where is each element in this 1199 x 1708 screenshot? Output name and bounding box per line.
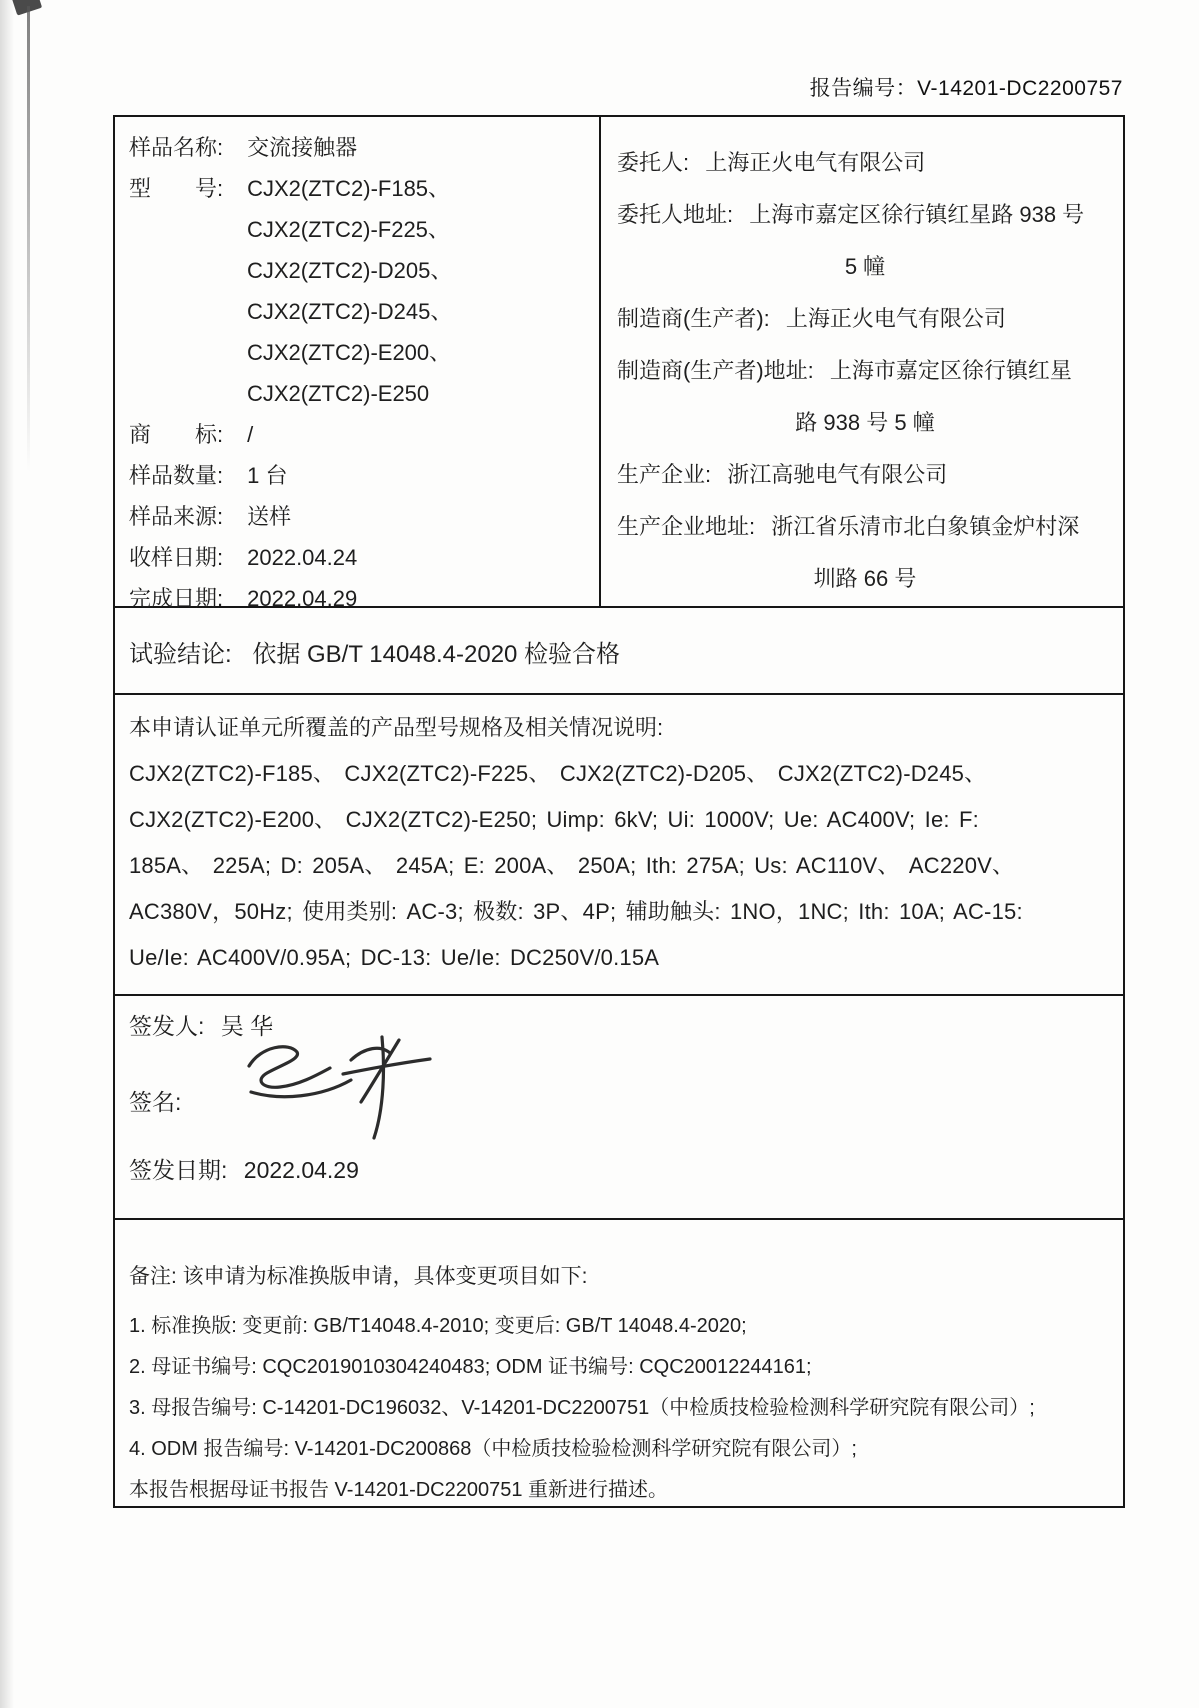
producer-address-value: 浙江省乐清市北白象镇金炉村深	[771, 514, 1080, 539]
producer-label: 生产企业:	[617, 462, 712, 487]
parties-cell	[599, 117, 1123, 606]
sample-name-row	[129, 127, 591, 168]
conclusion-section	[113, 606, 1125, 695]
coverage-intro: 本申请认证单元所覆盖的产品型号规格及相关情况说明:	[129, 715, 664, 740]
model-label: 型 号:	[129, 176, 224, 201]
quantity-label: 样品数量:	[129, 463, 224, 488]
manufacturer-row	[617, 293, 1113, 345]
report-number: 报告编号：V-14201-DC2200757	[809, 77, 1123, 100]
manufacturer-address-value: 上海市嘉定区徐行镇红星	[829, 358, 1072, 383]
issuer-label: 签发人:	[129, 1013, 205, 1039]
source-label: 样品来源:	[129, 504, 224, 529]
model-row: CJX2(ZTC2)-D245、	[247, 299, 453, 324]
sample-name-value: 交流接触器	[247, 135, 358, 160]
coverage-section	[113, 693, 1125, 996]
scan-edge-line	[27, 6, 30, 472]
client-row	[617, 137, 1113, 189]
producer-address-label: 生产企业地址:	[617, 514, 756, 539]
producer-row	[617, 449, 1113, 501]
client-label: 委托人:	[617, 150, 690, 175]
model-row: CJX2(ZTC2)-F225、	[247, 217, 450, 242]
remark-item: 2. 母证书编号: CQC2019010304240483; ODM 证书编号: CQC20012244161;	[129, 1356, 812, 1378]
manufacturer-value: 上海正火电气有限公司	[785, 306, 1006, 331]
sign-label-row	[129, 1084, 181, 1117]
source-value: 送样	[247, 504, 292, 529]
source-row	[129, 496, 591, 537]
sign-label: 签名:	[129, 1089, 182, 1115]
sample-name-label: 样品名称:	[129, 135, 224, 160]
conclusion-value: 依据 GB/T 14048.4-2020 检验合格	[252, 641, 621, 668]
conclusion-label: 试验结论:	[129, 641, 232, 668]
remarks-footer: 本报告根据母证书报告 V-14201-DC2200751 重新进行描述。	[129, 1479, 669, 1501]
trademark-label: 商 标:	[129, 422, 224, 447]
producer-address-line2: 圳路 66 号	[813, 566, 917, 591]
completed-date-label: 完成日期:	[129, 586, 224, 611]
issuer-name: 吴 华	[220, 1013, 274, 1039]
model-row	[129, 168, 591, 209]
producer-value: 浙江高驰电气有限公司	[727, 462, 948, 487]
issue-date-label: 签发日期:	[129, 1157, 228, 1183]
model-row: CJX2(ZTC2)-E250	[247, 381, 430, 406]
model-row: CJX2(ZTC2)-E200、	[247, 340, 452, 365]
producer-address-row	[617, 501, 1113, 553]
remark-item: 4. ODM 报告编号: V-14201-DC200868（中检质技检验检测科学研究院有限公司）;	[129, 1438, 857, 1460]
trademark-value: /	[247, 422, 254, 447]
signature-section	[113, 994, 1125, 1220]
handwritten-signature-image	[233, 1030, 443, 1142]
remark-item: 1. 标准换版: 变更前: GB/T14048.4-2010; 变更后: GB/T 14048.4-2020;	[129, 1315, 747, 1337]
manufacturer-address-label: 制造商(生产者)地址:	[617, 358, 814, 383]
client-address-value: 上海市嘉定区徐行镇红星路 938 号	[749, 202, 1085, 227]
issue-date-value: 2022.04.29	[243, 1157, 359, 1183]
client-address-row	[617, 189, 1113, 241]
coverage-line: CJX2(ZTC2)-F185、 CJX2(ZTC2)-F225、 CJX2(ZTC2)-D205、 CJX2(ZTC2)-D245、	[129, 761, 987, 786]
issue-date-row	[129, 1152, 359, 1185]
trademark-row	[129, 414, 591, 455]
scan-edge-shadow	[0, 0, 14, 1708]
coverage-line: Ue/Ie: AC400V/0.95A; DC-13: Ue/Ie: DC250V/0.15A	[129, 945, 660, 970]
coverage-line: 185A、 225A; D: 205A、 245A; E: 200A、 250A; Ith: 275A; Us: AC110V、 AC220V、	[129, 853, 1015, 878]
completed-date-row	[129, 578, 591, 619]
received-date-value: 2022.04.24	[247, 545, 358, 570]
client-address-line2: 5 幢	[844, 254, 886, 279]
coverage-line: AC380V，50Hz; 使用类别: AC-3; 极数: 3P、4P; 辅助触头: 1NO，1NC; Ith: 10A; AC-15:	[129, 899, 1023, 924]
received-date-row	[129, 537, 591, 578]
client-value: 上海正火电气有限公司	[705, 150, 926, 175]
report-table	[113, 115, 1125, 1508]
coverage-line: CJX2(ZTC2)-E200、 CJX2(ZTC2)-E250; Uimp: 6kV; Ui: 1000V; Ue: AC400V; Ie: F:	[129, 807, 979, 832]
remarks-title: 备注: 该申请为标准换版申请，具体变更项目如下:	[129, 1265, 588, 1288]
quantity-row	[129, 455, 591, 496]
client-address-label: 委托人地址:	[617, 202, 734, 227]
model-value: CJX2(ZTC2)-F185、	[247, 176, 451, 201]
model-row: CJX2(ZTC2)-D205、	[247, 258, 453, 283]
manufacturer-address-line2: 路 938 号 5 幢	[795, 410, 935, 435]
remarks-section	[113, 1218, 1125, 1508]
received-date-label: 收样日期:	[129, 545, 224, 570]
manufacturer-address-row	[617, 345, 1113, 397]
manufacturer-label: 制造商(生产者):	[617, 306, 770, 331]
quantity-value: 1 台	[247, 463, 288, 488]
info-section	[113, 115, 1125, 611]
completed-date-value: 2022.04.29	[247, 586, 358, 611]
sample-info-cell	[115, 117, 599, 611]
remark-item: 3. 母报告编号: C-14201-DC196032、V-14201-DC2200751（中检质技检验检测科学研究院有限公司）;	[129, 1397, 1035, 1419]
